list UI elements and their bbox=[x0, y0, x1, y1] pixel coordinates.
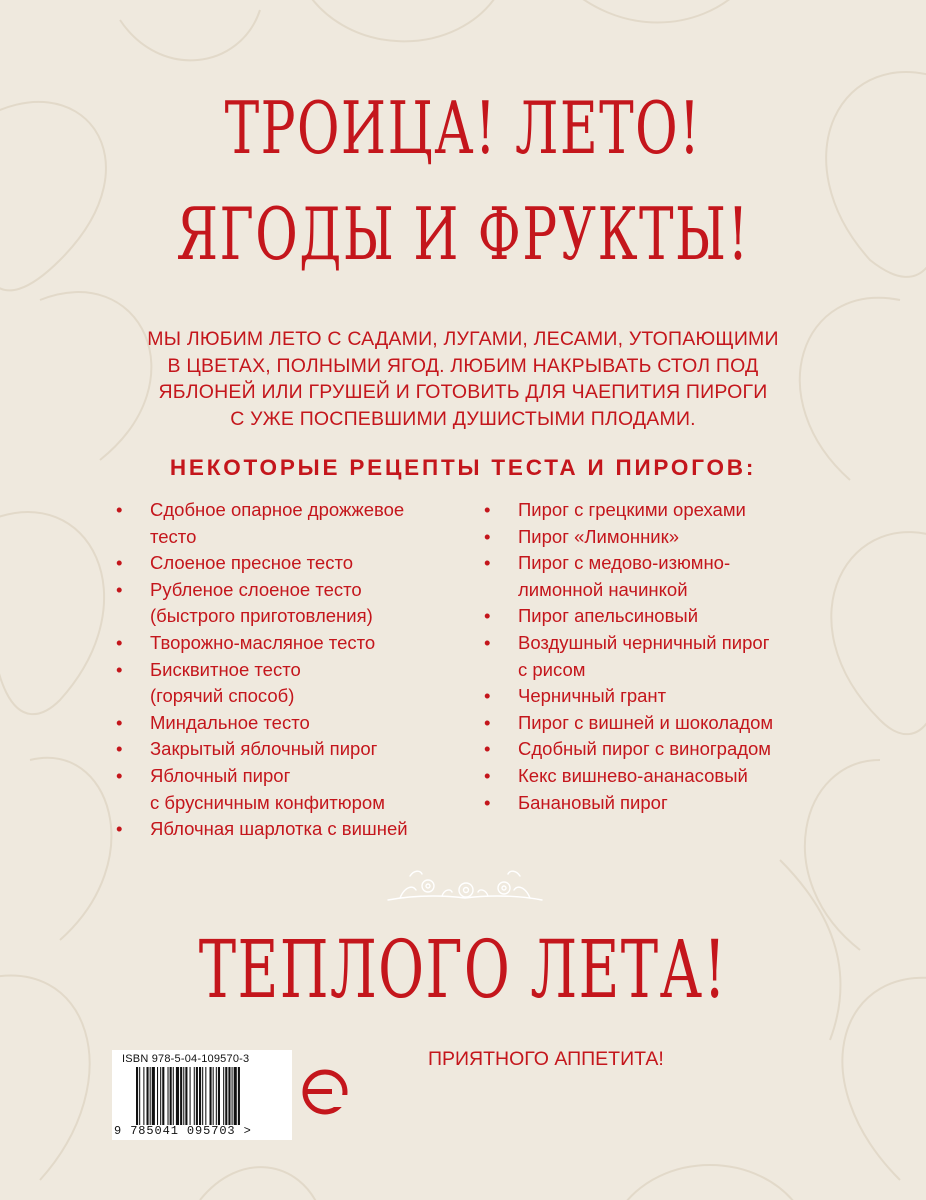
bullet-icon: • bbox=[484, 499, 491, 520]
bullet-icon: • bbox=[116, 818, 123, 840]
bon-appetit-text: ПРИЯТНОГО АППЕТИТА! bbox=[428, 1048, 664, 1070]
recipe-text: с брусничным конфитюром bbox=[150, 791, 385, 813]
bullet-icon: • bbox=[116, 711, 123, 733]
recipe-text: Пирог с грецкими орехами bbox=[518, 499, 746, 520]
barcode-bar bbox=[202, 1067, 203, 1125]
intro-line: С УЖЕ ПОСПЕВШИМИ ДУШИСТЫМИ ПЛОДАМИ. bbox=[230, 407, 696, 430]
barcode-bar bbox=[170, 1067, 172, 1125]
recipe-text: Яблочная шарлотка с вишней bbox=[150, 818, 408, 840]
barcode-bar bbox=[225, 1067, 227, 1125]
barcode-bar bbox=[143, 1067, 144, 1125]
intro-paragraph bbox=[110, 326, 816, 432]
recipe-item bbox=[116, 657, 466, 710]
barcode-bar bbox=[183, 1067, 184, 1125]
barcode-bar bbox=[152, 1067, 155, 1125]
bullet-icon: • bbox=[116, 658, 123, 680]
recipe-text: Воздушный черничный пирог bbox=[518, 631, 770, 653]
recipe-text: Сдобное опарное дрожжевое bbox=[150, 499, 405, 520]
recipe-text: Яблочный пирог bbox=[150, 764, 291, 786]
recipe-list-right bbox=[484, 497, 814, 816]
barcode-bar bbox=[176, 1067, 179, 1125]
recipe-item bbox=[116, 630, 466, 657]
recipe-item bbox=[484, 683, 814, 710]
eksmo-logo-icon bbox=[302, 1069, 348, 1115]
barcode-bar bbox=[168, 1067, 169, 1125]
recipe-text: Творожно-масляное тесто bbox=[150, 631, 376, 653]
bullet-icon: • bbox=[116, 578, 123, 600]
recipe-item bbox=[116, 816, 466, 843]
recipe-text: Пирог с вишней и шоколадом bbox=[518, 711, 774, 733]
barcode-bar bbox=[139, 1067, 140, 1125]
barcode-bar bbox=[147, 1067, 149, 1125]
recipe-text: Черничный грант bbox=[518, 685, 667, 707]
bullet-icon: • bbox=[484, 525, 491, 547]
recipe-item bbox=[484, 524, 814, 551]
bullet-icon: • bbox=[484, 738, 491, 760]
recipe-item bbox=[484, 736, 814, 763]
barcode-digits: 9 785041 095703 > bbox=[114, 1124, 252, 1138]
bottom-title: ТЕПЛОГО ЛЕТА! bbox=[198, 923, 728, 1016]
bullet-icon: • bbox=[484, 791, 491, 813]
recipe-item bbox=[484, 710, 814, 737]
main-title-line-1: ТРОИЦА! ЛЕТО! bbox=[224, 86, 702, 170]
recipe-text: Пирог с медово-изюмно- bbox=[518, 552, 731, 574]
recipe-text: лимонной начинкой bbox=[518, 578, 688, 600]
intro-line: МЫ ЛЮБИМ ЛЕТО С САДАМИ, ЛУГАМИ, ЛЕСАМИ, УТОПАЮЩИМИ bbox=[147, 328, 779, 350]
recipe-list-left bbox=[116, 497, 466, 843]
recipe-text: тесто bbox=[150, 525, 197, 547]
barcode-bar bbox=[210, 1067, 212, 1125]
isbn-label: ISBN 978-5-04-109570-3 bbox=[122, 1053, 250, 1065]
main-title-line-2: ЯГОДЫ И ФРУКТЫ! bbox=[176, 192, 750, 276]
intro-line: ЯБЛОНЕЙ ИЛИ ГРУШЕЙ И ГОТОВИТЬ ДЛЯ ЧАЕПИТИЯ ПИРОГИ bbox=[158, 381, 768, 403]
recipe-text: Пирог апельсиновый bbox=[518, 605, 699, 627]
recipe-item bbox=[116, 577, 466, 630]
barcode-bar bbox=[190, 1067, 191, 1125]
recipe-text: (быстрого приготовления) bbox=[150, 605, 373, 627]
barcode-bar bbox=[232, 1067, 233, 1125]
barcode-bar bbox=[196, 1067, 198, 1125]
recipe-item bbox=[116, 550, 466, 577]
barcode-bar bbox=[150, 1067, 151, 1125]
barcode-bar bbox=[136, 1067, 138, 1125]
recipe-text: Пирог «Лимонник» bbox=[518, 525, 680, 547]
barcode-bar bbox=[205, 1067, 206, 1125]
barcode-bar bbox=[223, 1067, 224, 1125]
barcode-bar bbox=[160, 1067, 161, 1125]
recipes-heading: НЕКОТОРЫЕ РЕЦЕПТЫ ТЕСТА И ПИРОГОВ: bbox=[169, 455, 757, 480]
floral-ornament-icon bbox=[380, 860, 550, 920]
recipe-item bbox=[116, 736, 466, 763]
recipe-item bbox=[484, 790, 814, 817]
barcode-bar bbox=[216, 1067, 217, 1125]
barcode-bar bbox=[162, 1067, 164, 1125]
bullet-icon: • bbox=[484, 711, 491, 733]
recipe-text: Слоеное пресное тесто bbox=[150, 552, 354, 574]
recipe-item bbox=[484, 763, 814, 790]
recipe-item bbox=[484, 603, 814, 630]
bullet-icon: • bbox=[116, 552, 123, 574]
recipe-item bbox=[484, 497, 814, 524]
recipe-text: Бисквитное тесто bbox=[150, 658, 301, 680]
bullet-icon: • bbox=[484, 631, 491, 653]
recipe-item bbox=[116, 710, 466, 737]
recipe-text: с рисом bbox=[518, 658, 586, 680]
intro-line: В ЦВЕТАХ, ПОЛНЫМИ ЯГОД. ЛЮБИМ НАКРЫВАТЬ СТОЛ ПОД bbox=[167, 354, 759, 377]
bullet-icon: • bbox=[484, 605, 491, 627]
bullet-icon: • bbox=[116, 764, 123, 786]
recipe-text: Сдобный пирог с виноградом bbox=[518, 738, 772, 760]
bullet-icon: • bbox=[484, 764, 491, 786]
recipe-text: Миндальное тесто bbox=[150, 711, 310, 733]
recipe-text: (горячий способ) bbox=[150, 685, 295, 707]
bullet-icon: • bbox=[484, 552, 491, 574]
barcode-bar bbox=[194, 1067, 195, 1125]
recipe-item bbox=[116, 497, 466, 550]
barcode-bar bbox=[185, 1067, 187, 1125]
bullet-icon: • bbox=[484, 685, 491, 707]
barcode-bar bbox=[228, 1067, 230, 1125]
recipe-text: Рубленое слоеное тесто bbox=[150, 578, 362, 600]
recipe-text: Банановый пирог bbox=[518, 791, 668, 813]
barcode-bar bbox=[180, 1067, 182, 1125]
barcode-panel bbox=[112, 1050, 292, 1140]
recipe-item bbox=[116, 763, 466, 816]
bullet-icon: • bbox=[116, 499, 123, 520]
recipe-text: Кекс вишнево-ананасовый bbox=[518, 764, 748, 786]
barcode-bar bbox=[218, 1067, 220, 1125]
barcode-bar bbox=[234, 1067, 237, 1125]
recipe-text: Закрытый яблочный пирог bbox=[150, 738, 378, 760]
recipe-item bbox=[484, 550, 814, 603]
bullet-icon: • bbox=[116, 738, 123, 760]
barcode-bar bbox=[157, 1067, 158, 1125]
barcode bbox=[136, 1067, 282, 1125]
bullet-icon: • bbox=[116, 631, 123, 653]
barcode-bar bbox=[199, 1067, 201, 1125]
barcode-bar bbox=[173, 1067, 174, 1125]
barcode-bar bbox=[238, 1067, 240, 1125]
barcode-bar bbox=[213, 1067, 214, 1125]
recipe-item bbox=[484, 630, 814, 683]
